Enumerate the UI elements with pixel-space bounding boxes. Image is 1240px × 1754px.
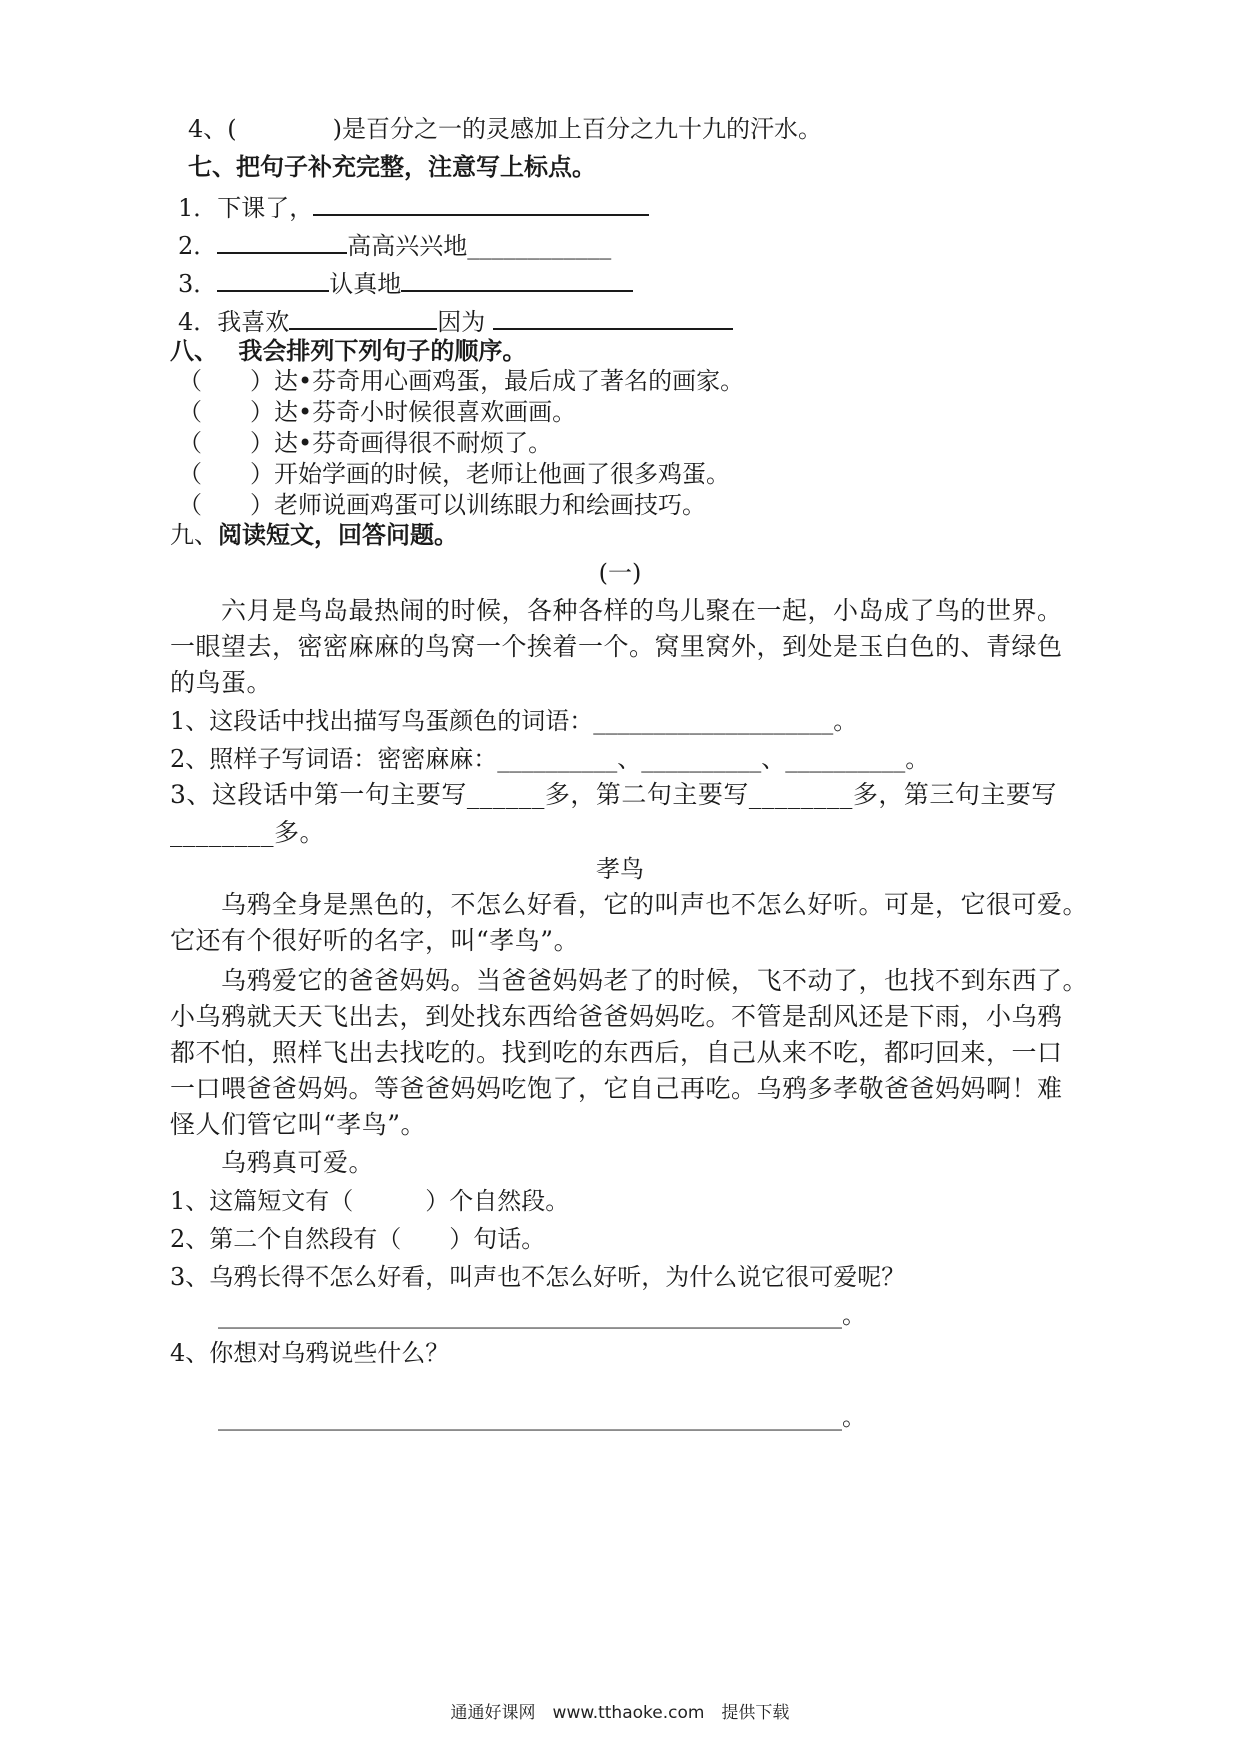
story-line: 一口喂爸爸妈妈。等爸爸妈妈吃饱了，它自己再吃。乌鸦多孝敬爸爸妈妈啊！难 — [170, 1074, 1063, 1103]
story-line: 都不怕，照样飞出去找吃的。找到吃的东西后，自己从来不吃，都叼回来，一口 — [170, 1038, 1063, 1067]
passage-1-line: 六月是鸟岛最热闹的时候，各种各样的鸟儿聚在一起，小岛成了鸟的世界。 — [170, 596, 1063, 625]
item-middle: 认真地 — [329, 270, 402, 298]
item-number: 4． — [178, 308, 218, 336]
story-question: 2、第二个自然段有（ ）句话。 — [170, 1225, 546, 1253]
page-footer: 通通好课网 www.tthaoke.com 提供下载 — [450, 1703, 790, 1723]
passage-1-question: 3、这段话中第一句主要写______多，第二句主要写________多，第三句主要写 — [170, 780, 1057, 809]
answer-blank[interactable] — [217, 226, 347, 254]
story-title: 孝鸟 — [596, 855, 644, 883]
answer-blank[interactable] — [289, 302, 437, 330]
story-line: 它还有个很好听的名字，叫“孝鸟”。 — [170, 926, 580, 955]
q6-item-4: 4、( )是百分之一的灵感加上百分之九十九的汗水。 — [188, 115, 822, 143]
item-prefix: 下课了， — [217, 194, 314, 222]
item-suffix: ____________ — [467, 232, 612, 260]
section-8-heading: 八、 我会排列下列句子的顺序。 — [170, 336, 527, 365]
answer-blank[interactable] — [313, 188, 649, 216]
item-number: 2． — [178, 232, 218, 260]
passage-1-question: ________多。 — [170, 818, 326, 847]
story-line: 怪人们管它叫“孝鸟”。 — [170, 1110, 427, 1139]
story-question: 1、这篇短文有（ ）个自然段。 — [170, 1187, 570, 1215]
passage-1-line: 的鸟蛋。 — [170, 668, 273, 697]
sec7-item-2 — [178, 226, 611, 263]
story-question: 3、乌鸦长得不怎么好看，叫声也不怎么好听，为什么说它很可爱呢？ — [170, 1263, 906, 1291]
story-line: 乌鸦全身是黑色的，不怎么好看，它的叫声也不怎么好听。可是，它很可爱。 — [170, 890, 1089, 919]
passage-1-question: 1、这段话中找出描写鸟蛋颜色的词语：____________________。 — [170, 707, 858, 735]
passage-1-line: 一眼望去，密密麻麻的鸟窝一个挨着一个。窝里窝外，到处是玉白色的、青绿色 — [170, 632, 1063, 661]
sec8-item: （ ）达•芬奇小时候很喜欢画画。 — [178, 398, 577, 426]
sec7-item-3 — [178, 264, 633, 301]
answer-line[interactable]: ____________________________________________________。 — [170, 1403, 866, 1431]
answer-blank[interactable] — [401, 264, 633, 292]
passage-1-question: 2、照样子写词语：密密麻麻：__________、__________、__________。 — [170, 745, 930, 773]
sec8-item: （ ）老师说画鸡蛋可以训练眼力和绘画技巧。 — [178, 491, 706, 519]
heading-prefix: 九、 — [170, 521, 218, 549]
sec7-item-1 — [178, 188, 649, 225]
item-number: 1． — [178, 194, 218, 222]
section-7-heading: 七、把句子补充完整，注意写上标点。 — [188, 152, 596, 181]
answer-line[interactable]: ____________________________________________________。 — [170, 1301, 866, 1329]
sec8-item: （ ）达•芬奇画得很不耐烦了。 — [178, 429, 553, 457]
answer-blank[interactable] — [217, 264, 329, 292]
item-number: 3． — [178, 270, 218, 298]
heading-text: 阅读短文，回答问题。 — [218, 520, 458, 549]
sec8-item: （ ）达•芬奇用心画鸡蛋，最后成了著名的画家。 — [178, 367, 745, 395]
answer-blank[interactable] — [493, 302, 733, 330]
passage-1-title: (一) — [598, 559, 642, 587]
item-prefix: 我喜欢 — [217, 308, 290, 336]
section-9-heading — [170, 518, 458, 552]
story-line: 小乌鸦就天天飞出去，到处找东西给爸爸妈妈吃。不管是刮风还是下雨，小乌鸦 — [170, 1002, 1063, 1031]
story-question: 4、你想对乌鸦说些什么？ — [170, 1339, 450, 1367]
sec8-item: （ ）开始学画的时候，老师让他画了很多鸡蛋。 — [178, 460, 730, 488]
story-line: 乌鸦真可爱。 — [170, 1148, 375, 1177]
item-middle: 高高兴兴地 — [347, 232, 468, 260]
item-middle: 因为 — [437, 308, 486, 336]
story-line: 乌鸦爱它的爸爸妈妈。当爸爸妈妈老了的时候，飞不动了，也找不到东西了。 — [170, 966, 1089, 995]
